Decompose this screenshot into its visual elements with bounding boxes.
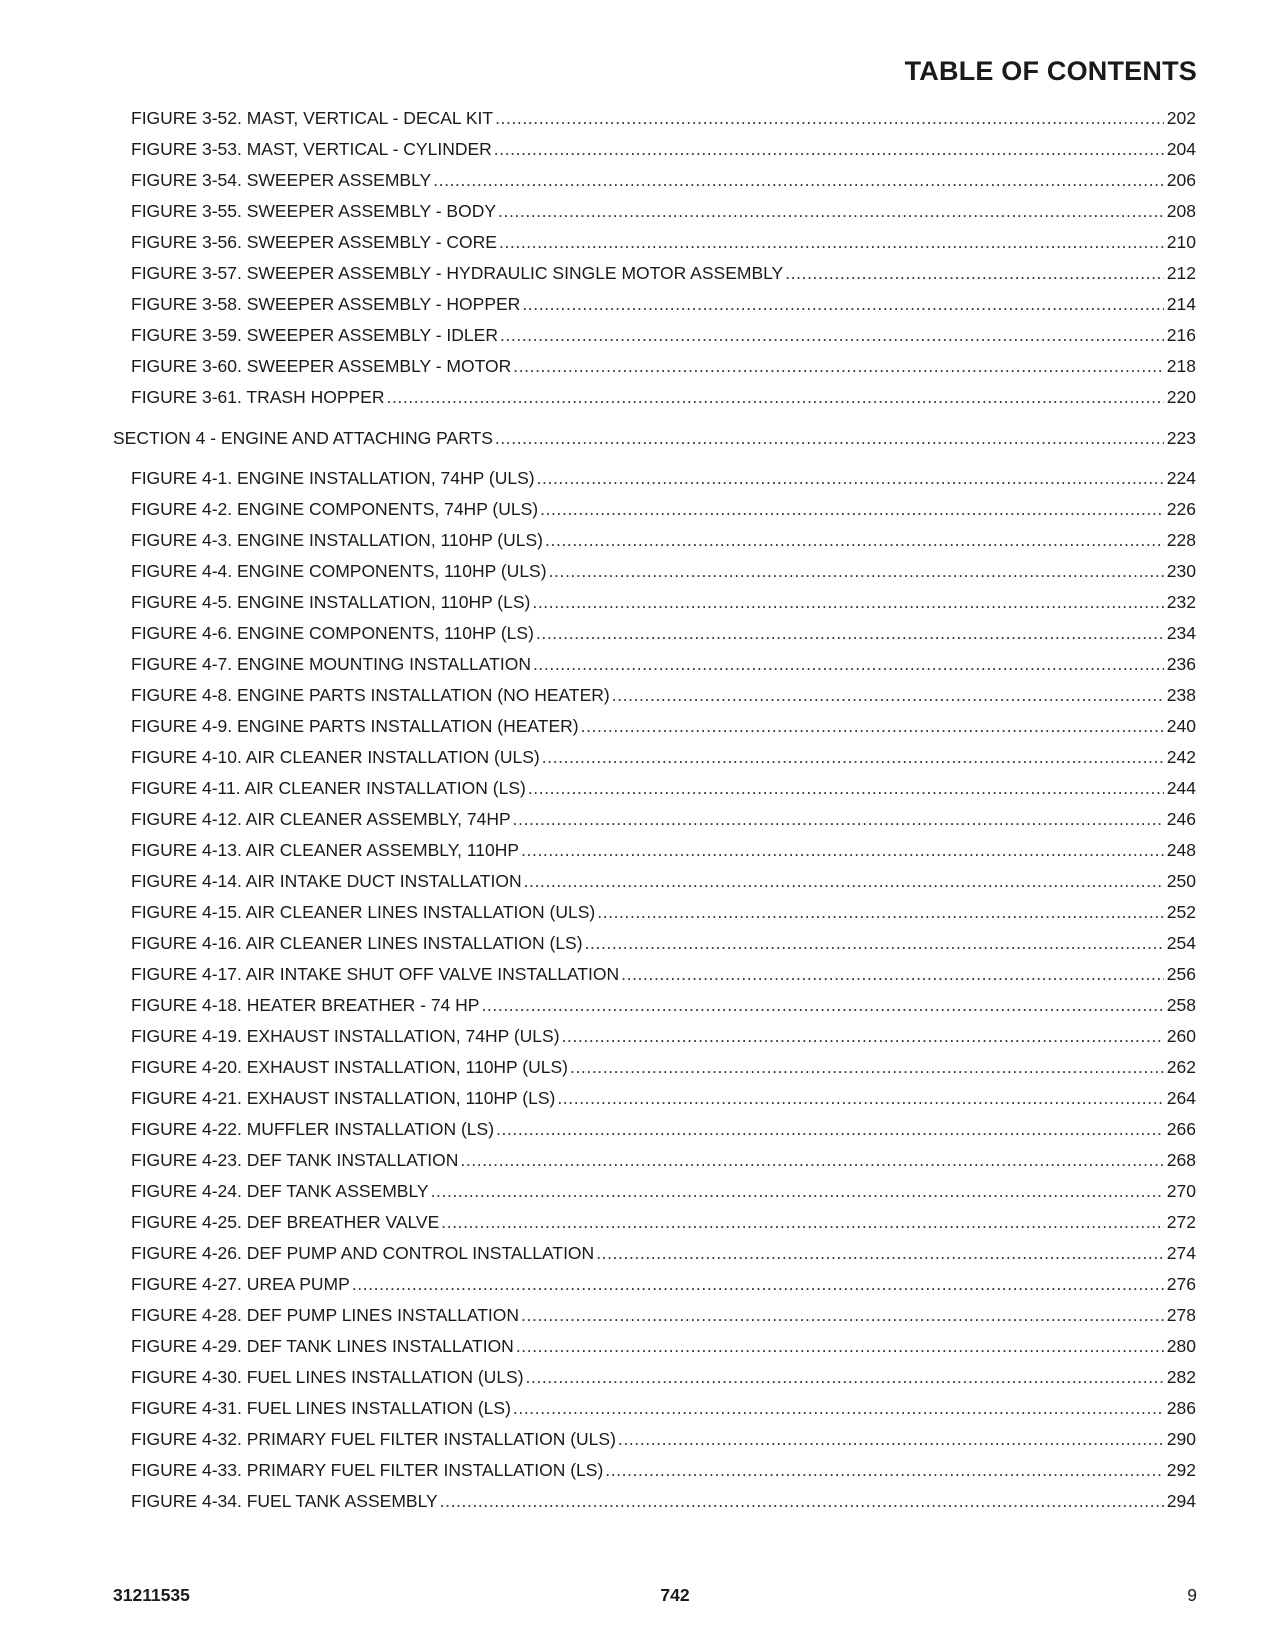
toc-entry-page: 218 — [1166, 356, 1196, 376]
toc-entry[interactable] — [131, 138, 1196, 160]
toc-entry[interactable] — [131, 467, 1196, 489]
toc-entry[interactable] — [131, 1056, 1196, 1078]
toc-entry[interactable] — [131, 200, 1196, 222]
dot-leader — [495, 427, 1164, 449]
dot-leader — [481, 994, 1163, 1016]
toc-entry-label: FIGURE 4-27. UREA PUMP — [131, 1274, 350, 1294]
dot-leader — [605, 1459, 1164, 1481]
toc-entry-page: 230 — [1166, 561, 1196, 581]
dot-leader — [597, 901, 1164, 923]
toc-entry-page: 246 — [1166, 809, 1196, 829]
toc-entry-label: FIGURE 3-57. SWEEPER ASSEMBLY - HYDRAULIC SINGLE MOTOR ASSEMBLY — [131, 263, 784, 283]
toc-entry-page: 244 — [1166, 778, 1196, 798]
toc-entry-label: FIGURE 4-33. PRIMARY FUEL FILTER INSTALLATION (LS) — [131, 1460, 604, 1480]
toc-entry-label: FIGURE 4-26. DEF PUMP AND CONTROL INSTALLATION — [131, 1243, 595, 1263]
toc-entry-page: 236 — [1166, 654, 1196, 674]
toc-entry[interactable] — [131, 746, 1196, 768]
dot-leader — [621, 963, 1164, 985]
toc-entry[interactable] — [131, 1118, 1196, 1140]
dot-leader — [513, 355, 1164, 377]
toc-entry-label: FIGURE 4-11. AIR CLEANER INSTALLATION (LS) — [131, 778, 526, 798]
toc-entry[interactable] — [131, 1335, 1196, 1357]
toc-entry-label: FIGURE 4-32. PRIMARY FUEL FILTER INSTALLATION (ULS) — [131, 1429, 616, 1449]
dot-leader — [496, 1118, 1164, 1140]
dot-leader — [499, 231, 1164, 253]
toc-entry[interactable] — [131, 262, 1196, 284]
toc-entry-page: 276 — [1166, 1274, 1196, 1294]
toc-entry-label: FIGURE 4-21. EXHAUST INSTALLATION, 110HP (LS) — [131, 1088, 556, 1108]
toc-entry[interactable] — [131, 1180, 1196, 1202]
toc-entry-page: 223 — [1166, 428, 1196, 448]
dot-leader — [545, 529, 1164, 551]
toc-entry-label: FIGURE 4-9. ENGINE PARTS INSTALLATION (HEATER) — [131, 716, 579, 736]
dot-leader — [495, 107, 1164, 129]
dot-leader — [562, 1025, 1164, 1047]
toc-entry[interactable] — [131, 1273, 1196, 1295]
toc-entry-label: FIGURE 4-30. FUEL LINES INSTALLATION (ULS) — [131, 1367, 524, 1387]
toc-entry-page: 240 — [1166, 716, 1196, 736]
dot-leader — [542, 746, 1164, 768]
toc-entry-label: FIGURE 4-12. AIR CLEANER ASSEMBLY, 74HP — [131, 809, 511, 829]
toc-entry-page: 248 — [1166, 840, 1196, 860]
toc-entry-page: 250 — [1166, 871, 1196, 891]
toc-entry[interactable] — [131, 1459, 1196, 1481]
toc-entry-label: FIGURE 4-15. AIR CLEANER LINES INSTALLATION (ULS) — [131, 902, 596, 922]
dot-leader — [570, 1056, 1164, 1078]
toc-entry-label: FIGURE 4-13. AIR CLEANER ASSEMBLY, 110HP — [131, 840, 520, 860]
footer-page-number: 9 — [1187, 1585, 1197, 1605]
toc-entry[interactable] — [131, 777, 1196, 799]
toc-entry[interactable] — [131, 932, 1196, 954]
toc-entry[interactable] — [131, 839, 1196, 861]
toc-entry-page: 266 — [1166, 1119, 1196, 1139]
dot-leader — [581, 715, 1164, 737]
dot-leader — [585, 932, 1164, 954]
toc-entry-page: 212 — [1166, 263, 1196, 283]
toc-entry-page: 214 — [1166, 294, 1196, 314]
toc-entry[interactable] — [131, 963, 1196, 985]
toc-entry-page: 220 — [1166, 387, 1196, 407]
toc-entry-page: 280 — [1166, 1336, 1196, 1356]
dot-leader — [537, 467, 1164, 489]
toc-entry-page: 208 — [1166, 201, 1196, 221]
toc-entry-page: 254 — [1166, 933, 1196, 953]
toc-entry-page: 228 — [1166, 530, 1196, 550]
toc-entry-page: 202 — [1166, 108, 1196, 128]
toc-entry-label: FIGURE 4-17. AIR INTAKE SHUT OFF VALVE INSTALLATION — [131, 964, 620, 984]
dot-leader — [536, 622, 1164, 644]
toc-entry[interactable] — [131, 591, 1196, 613]
dot-leader — [494, 138, 1164, 160]
toc-entry-label: FIGURE 4-23. DEF TANK INSTALLATION — [131, 1150, 459, 1170]
toc-entry[interactable] — [131, 1490, 1196, 1512]
toc-entry-label: FIGURE 4-7. ENGINE MOUNTING INSTALLATION — [131, 654, 531, 674]
toc-entry[interactable] — [131, 560, 1196, 582]
dot-leader — [785, 262, 1164, 284]
dot-leader — [618, 1428, 1164, 1450]
toc-entry-page: 258 — [1166, 995, 1196, 1015]
dot-leader — [498, 200, 1164, 222]
toc-entry[interactable] — [131, 808, 1196, 830]
toc-entry-label: FIGURE 3-55. SWEEPER ASSEMBLY - BODY — [131, 201, 497, 221]
toc-entry[interactable] — [131, 870, 1196, 892]
toc-entry-page: 294 — [1166, 1491, 1196, 1511]
dot-leader — [596, 1242, 1164, 1264]
toc-entry[interactable] — [131, 1428, 1196, 1450]
toc-entry[interactable] — [131, 1397, 1196, 1419]
dot-leader — [528, 777, 1164, 799]
toc-entry-label: FIGURE 4-6. ENGINE COMPONENTS, 110HP (LS) — [131, 623, 534, 643]
toc-entry-page: 268 — [1166, 1150, 1196, 1170]
toc-entry-page: 242 — [1166, 747, 1196, 767]
toc-entry[interactable] — [131, 169, 1196, 191]
dot-leader — [549, 560, 1164, 582]
toc-entry-label: FIGURE 4-3. ENGINE INSTALLATION, 110HP (ULS) — [131, 530, 544, 550]
toc-entry-label: FIGURE 4-10. AIR CLEANER INSTALLATION (ULS) — [131, 747, 540, 767]
toc-entry-page: 234 — [1166, 623, 1196, 643]
toc-entry-page: 252 — [1166, 902, 1196, 922]
toc-entry-page: 204 — [1166, 139, 1196, 159]
toc-entry-label: FIGURE 4-14. AIR INTAKE DUCT INSTALLATION — [131, 871, 522, 891]
dot-leader — [522, 293, 1163, 315]
toc-entry-page: 282 — [1166, 1367, 1196, 1387]
toc-entry-label: FIGURE 4-4. ENGINE COMPONENTS, 110HP (ULS) — [131, 561, 547, 581]
toc-entry-label: FIGURE 3-56. SWEEPER ASSEMBLY - CORE — [131, 232, 497, 252]
toc-entry-page: 274 — [1166, 1243, 1196, 1263]
toc-entry[interactable] — [131, 1087, 1196, 1109]
toc-entry-page: 286 — [1166, 1398, 1196, 1418]
toc-entry[interactable] — [131, 355, 1196, 377]
toc-entry[interactable] — [131, 231, 1196, 253]
toc-entry-page: 210 — [1166, 232, 1196, 252]
toc-entry[interactable] — [131, 293, 1196, 315]
toc-entry-label: SECTION 4 - ENGINE AND ATTACHING PARTS — [113, 428, 493, 448]
toc-entry-page: 206 — [1166, 170, 1196, 190]
dot-leader — [524, 870, 1164, 892]
toc-entry-page: 232 — [1166, 592, 1196, 612]
toc-entry[interactable] — [131, 994, 1196, 1016]
toc-entry-label: FIGURE 4-34. FUEL TANK ASSEMBLY — [131, 1491, 438, 1511]
toc-entry[interactable] — [131, 684, 1196, 706]
toc-entry-page: 260 — [1166, 1026, 1196, 1046]
toc-entry[interactable] — [131, 498, 1196, 520]
toc-entry-label: FIGURE 3-58. SWEEPER ASSEMBLY - HOPPER — [131, 294, 521, 314]
toc-entry-page: 264 — [1166, 1088, 1196, 1108]
toc-entry[interactable] — [131, 324, 1196, 346]
toc-entry-label: FIGURE 4-31. FUEL LINES INSTALLATION (LS) — [131, 1398, 511, 1418]
footer-doc-number: 31211535 — [113, 1585, 190, 1605]
toc-entry-page: 262 — [1166, 1057, 1196, 1077]
dot-leader — [500, 324, 1164, 346]
toc-entry[interactable] — [131, 901, 1196, 923]
dot-leader — [441, 1211, 1164, 1233]
footer-model: 742 — [660, 1585, 690, 1605]
toc-entry-label: FIGURE 4-18. HEATER BREATHER - 74 HP — [131, 995, 480, 1015]
toc-entry[interactable] — [131, 622, 1196, 644]
dot-leader — [521, 839, 1164, 861]
toc-entry[interactable] — [131, 1149, 1196, 1171]
toc-entry[interactable] — [131, 1366, 1196, 1388]
dot-leader — [352, 1273, 1164, 1295]
page-title: TABLE OF CONTENTS — [904, 56, 1197, 86]
dot-leader — [513, 808, 1164, 830]
toc-entry-label: FIGURE 4-1. ENGINE INSTALLATION, 74HP (ULS) — [131, 468, 535, 488]
dot-leader — [557, 1087, 1163, 1109]
toc-entry-page: 216 — [1166, 325, 1196, 345]
toc-entry-page: 278 — [1166, 1305, 1196, 1325]
toc-entry-label: FIGURE 3-52. MAST, VERTICAL - DECAL KIT — [131, 108, 494, 128]
toc-entry-page: 272 — [1166, 1212, 1196, 1232]
toc-entry[interactable] — [131, 107, 1196, 129]
toc-entry-label: FIGURE 4-8. ENGINE PARTS INSTALLATION (NO HEATER) — [131, 685, 610, 705]
toc-entry[interactable] — [131, 1304, 1196, 1326]
toc-entry-label: FIGURE 4-29. DEF TANK LINES INSTALLATION — [131, 1336, 514, 1356]
toc-entry-label: FIGURE 4-24. DEF TANK ASSEMBLY — [131, 1181, 429, 1201]
dot-leader — [526, 1366, 1164, 1388]
dot-leader — [440, 1490, 1164, 1512]
dot-leader — [387, 386, 1164, 408]
toc-entry-label: FIGURE 4-2. ENGINE COMPONENTS, 74HP (ULS) — [131, 499, 539, 519]
toc-entry-label: FIGURE 4-20. EXHAUST INSTALLATION, 110HP (ULS) — [131, 1057, 568, 1077]
toc-entry-label: FIGURE 4-22. MUFFLER INSTALLATION (LS) — [131, 1119, 495, 1139]
toc-entry[interactable] — [131, 715, 1196, 737]
toc-entry-page: 292 — [1166, 1460, 1196, 1480]
dot-leader — [513, 1397, 1164, 1419]
toc-entry-label: FIGURE 3-61. TRASH HOPPER — [131, 387, 385, 407]
toc-entry-page: 226 — [1166, 499, 1196, 519]
toc-entry[interactable] — [131, 529, 1196, 551]
toc-entry[interactable] — [131, 653, 1196, 675]
toc-entry[interactable] — [131, 1211, 1196, 1233]
dot-leader — [431, 1180, 1164, 1202]
toc-entry-label: FIGURE 3-53. MAST, VERTICAL - CYLINDER — [131, 139, 492, 159]
toc-entry-label: FIGURE 4-5. ENGINE INSTALLATION, 110HP (LS) — [131, 592, 531, 612]
toc-entry-page: 290 — [1166, 1429, 1196, 1449]
toc-entry-label: FIGURE 4-25. DEF BREATHER VALVE — [131, 1212, 440, 1232]
toc-entry-label: FIGURE 3-60. SWEEPER ASSEMBLY - MOTOR — [131, 356, 512, 376]
toc-entry-label: FIGURE 3-54. SWEEPER ASSEMBLY — [131, 170, 432, 190]
toc-entry-label: FIGURE 4-19. EXHAUST INSTALLATION, 74HP (ULS) — [131, 1026, 560, 1046]
toc-entry-label: FIGURE 3-59. SWEEPER ASSEMBLY - IDLER — [131, 325, 498, 345]
toc-entry[interactable] — [131, 386, 1196, 408]
toc-entry-page: 224 — [1166, 468, 1196, 488]
dot-leader — [516, 1335, 1164, 1357]
dot-leader — [433, 169, 1164, 191]
dot-leader — [460, 1149, 1163, 1171]
dot-leader — [612, 684, 1164, 706]
toc-entry[interactable] — [131, 1025, 1196, 1047]
dot-leader — [532, 591, 1163, 613]
toc-entry-label: FIGURE 4-28. DEF PUMP LINES INSTALLATION — [131, 1305, 520, 1325]
dot-leader — [540, 498, 1164, 520]
toc-entry-page: 256 — [1166, 964, 1196, 984]
toc-entry-page: 270 — [1166, 1181, 1196, 1201]
toc-entry-page: 238 — [1166, 685, 1196, 705]
dot-leader — [533, 653, 1164, 675]
dot-leader — [521, 1304, 1164, 1326]
toc-section-entry[interactable] — [113, 427, 1196, 449]
toc-entry-label: FIGURE 4-16. AIR CLEANER LINES INSTALLATION (LS) — [131, 933, 583, 953]
toc-entry[interactable] — [131, 1242, 1196, 1264]
